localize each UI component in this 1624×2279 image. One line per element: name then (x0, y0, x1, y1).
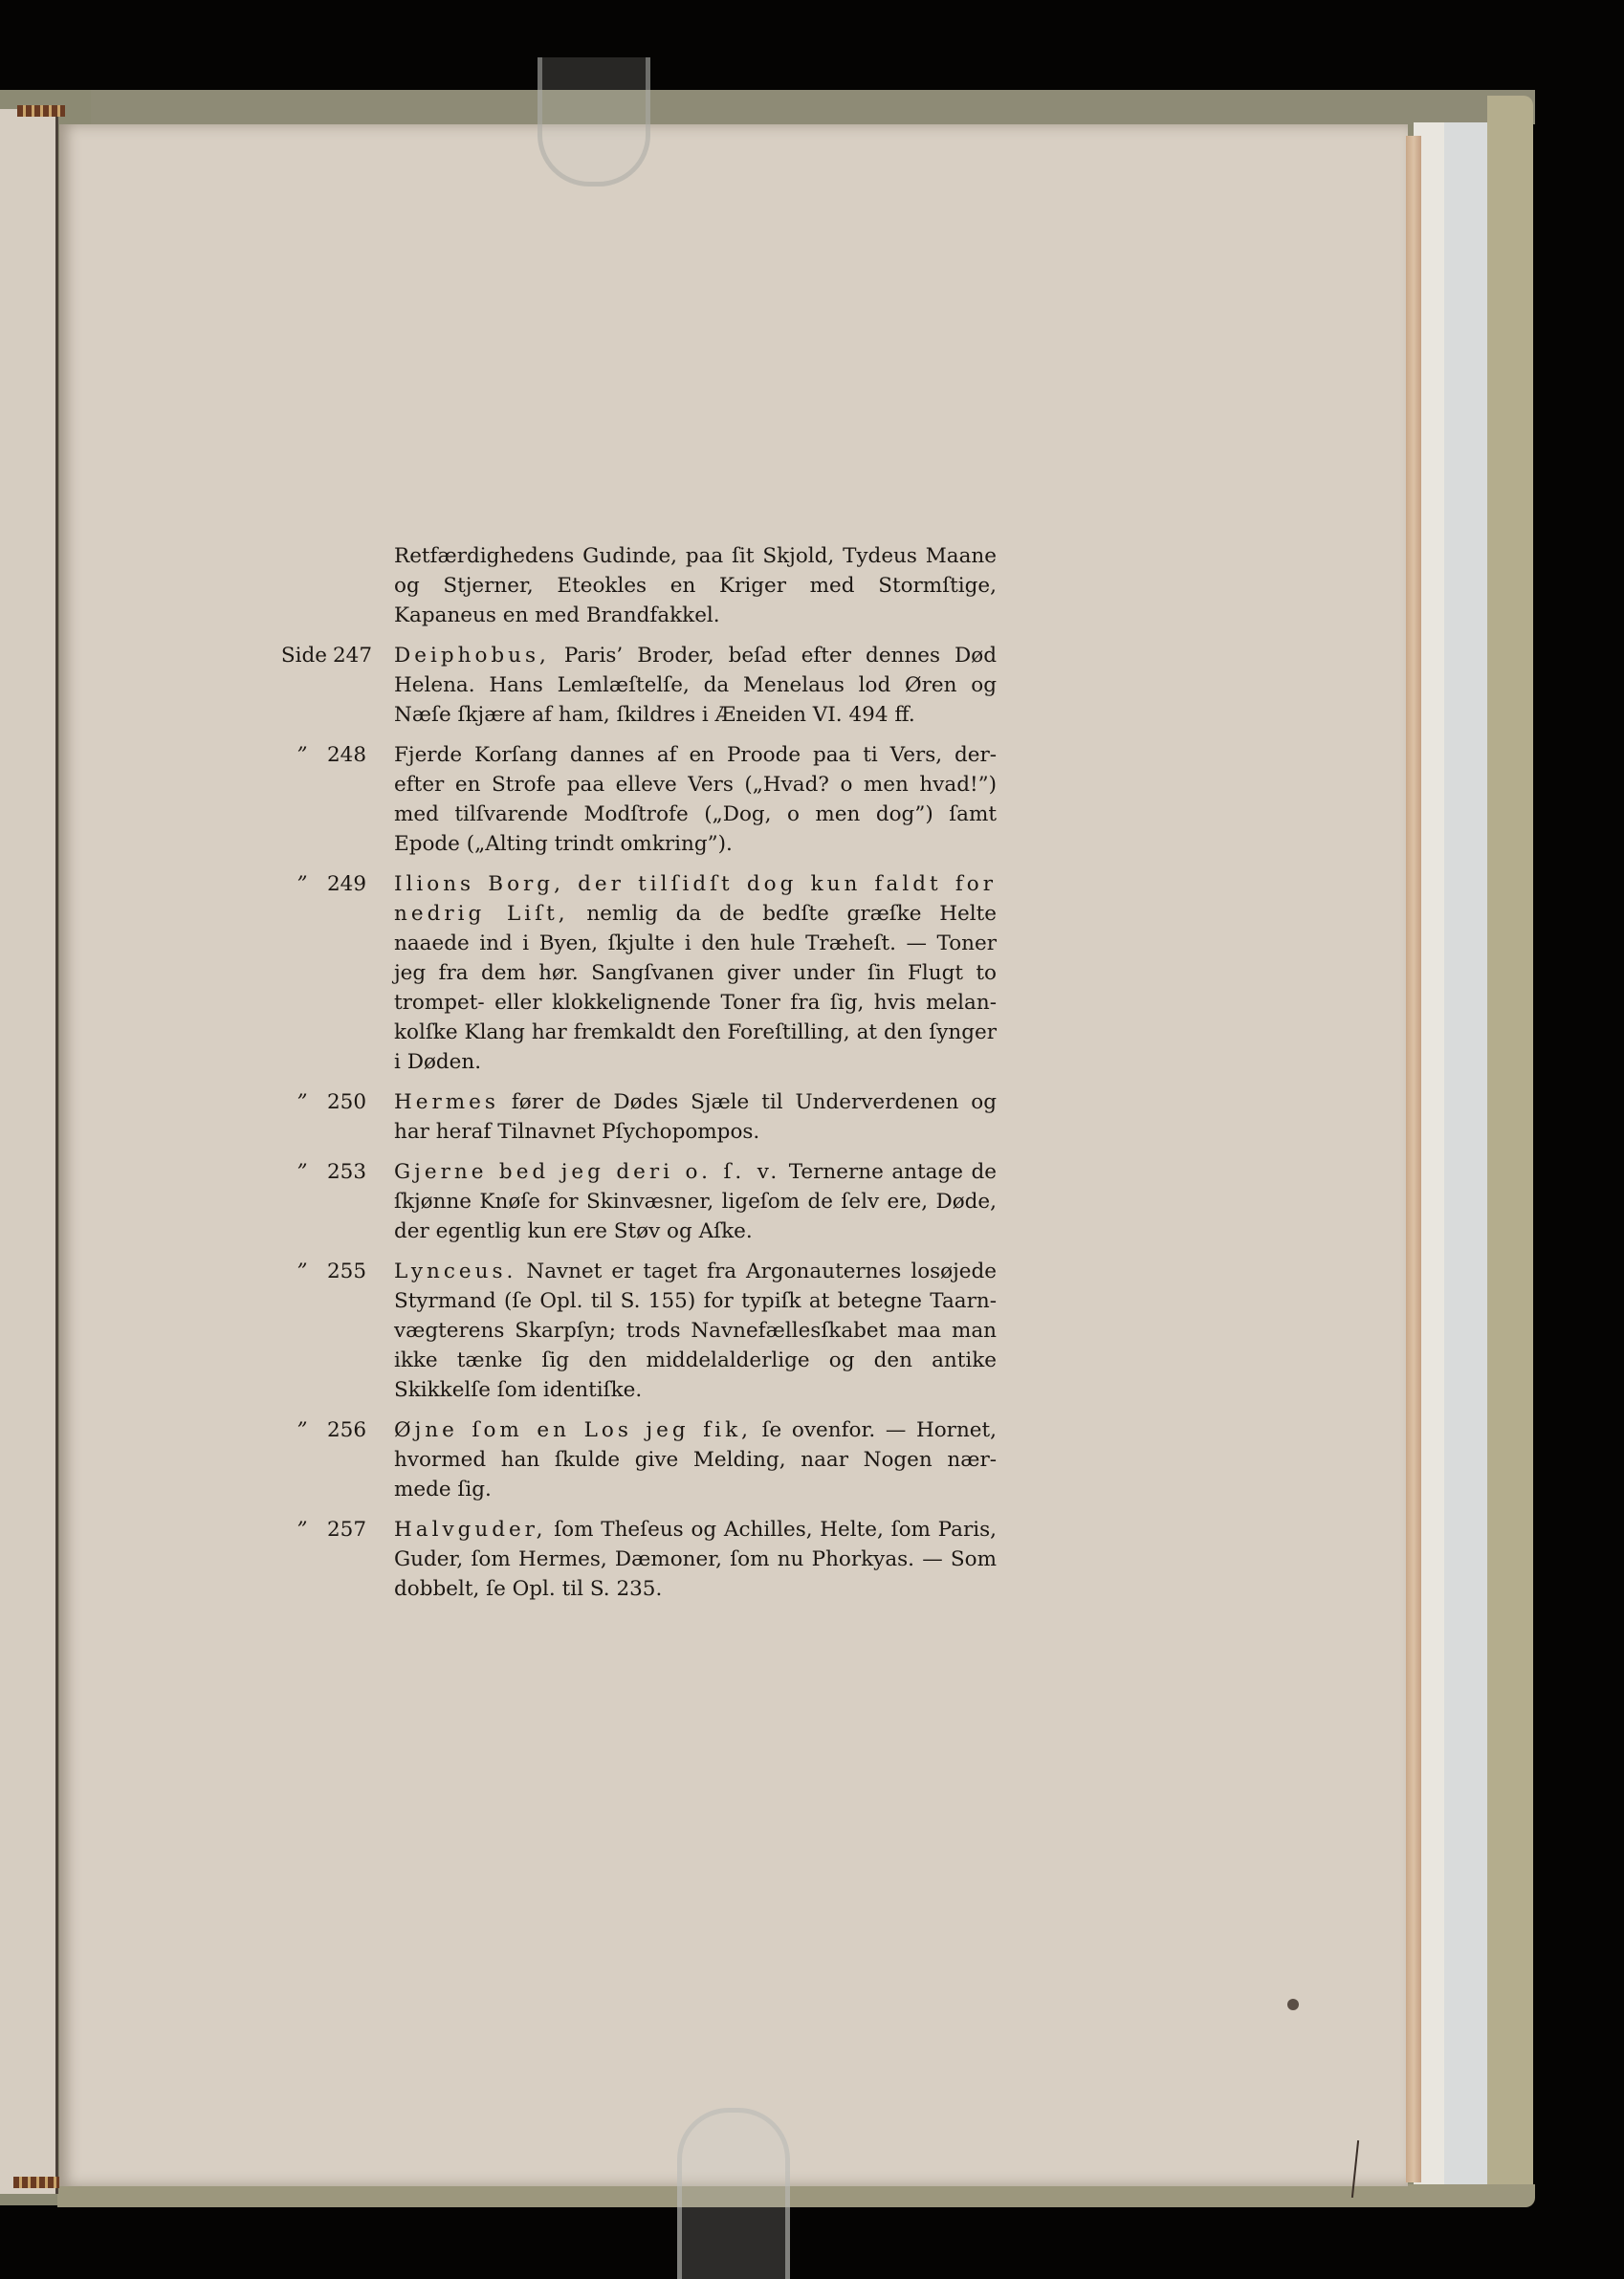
note-body (394, 641, 997, 730)
cover-right-edge (1487, 96, 1533, 2207)
note-body (394, 1415, 997, 1504)
ink-spot (1287, 1999, 1299, 2010)
page-number: 247 (333, 644, 373, 668)
note-text: Ternerne antage de ſkjønne Knøſe for Skinvæsner, ligeſom de ſelv ere, Døde, der egentlig kun ere Støv og Aſke. (394, 1160, 997, 1243)
note-text: nemlig da de bedſte græſke Helte naaede ind i Byen, ſkjulte i den hule Træheſt. — Toner jeg fra dem hør. Sangſvanen giver under ſin Flugt to trompet‑ eller klokkelignende Toner fra ſig, hvis melan‑ kolſke Klang har fremkaldt den Foreſtilling, at den ſynger i Døden. (394, 902, 997, 1074)
note-lemma: Hermes (394, 1090, 499, 1114)
ditto-mark: ” (296, 1160, 308, 1184)
ditto-mark: ” (296, 1518, 308, 1542)
page-number: 255 (327, 1260, 367, 1283)
page-reference (277, 641, 394, 730)
spine-top-edge (91, 90, 1535, 124)
notes-text (277, 541, 997, 1604)
continued-note: Retfærdighedens Gudinde, paa ſit Skjold, Tydeus Maane og Stjerner, Eteokles en Kriger med Stormſtige, Kapaneus en med Brandfakkel. (394, 544, 997, 627)
note-lemma: Ilions Borg, der tilſidſt dog kun faldt for nedrig Liſt, (394, 872, 997, 926)
ditto-mark: ” (296, 743, 308, 767)
note-entry (277, 1087, 997, 1147)
page-reference (277, 1257, 394, 1405)
page-number: 253 (327, 1160, 367, 1184)
page-reference (277, 1515, 394, 1604)
note-body (394, 1257, 997, 1405)
note-lemma: Øjne ſom en Los jeg fik, (394, 1418, 752, 1442)
page-block-edge (1406, 136, 1421, 2182)
note-entry (277, 1157, 997, 1246)
note-lemma: Gjerne bed jeg deri o. ſ. v. (394, 1160, 781, 1184)
side-label: Side (280, 644, 327, 668)
headband-top (17, 105, 65, 117)
note-text: Paris’ Broder, beſad efter dennes Død Helena. Hans Lemlæſtelſe, da Menelaus lod Øren og Næſe ſkjære af ham, ſkildres i Æneiden VI. 494 ff. (394, 644, 997, 727)
note-lemma: Halvguder, (394, 1518, 547, 1542)
ditto-mark: ” (296, 1260, 308, 1283)
page-reference (277, 869, 394, 1077)
note-entry (277, 869, 997, 1077)
note-body (394, 1087, 997, 1147)
note-entry (277, 1257, 997, 1405)
cover-bottom-edge (57, 2184, 1535, 2207)
note-body (394, 1157, 997, 1246)
page-reference (277, 1087, 394, 1147)
page-number: 257 (327, 1518, 367, 1542)
note-lemma: Deiphobus, (394, 644, 550, 668)
ditto-mark: ” (296, 1418, 308, 1442)
note-text: ſe ovenfor. — Hornet, hvormed han ſkulde give Melding, naar Nogen nær‑ mede ſig. (394, 1418, 997, 1501)
page-number: 256 (327, 1418, 367, 1442)
page-number: 250 (327, 1090, 367, 1114)
note-entry (277, 1515, 997, 1604)
note-body (394, 869, 997, 1077)
left-page (0, 109, 58, 2194)
ditto-mark: ” (296, 1090, 308, 1114)
note-text: fører de Dødes Sjæle til Underverdenen og har heraf Tilnavnet Pſychopompos. (394, 1090, 997, 1144)
page-number: 248 (327, 743, 367, 767)
note-text: ſom Theſeus og Achilles, Helte, ſom Paris, Guder, ſom Hermes, Dæmoner, ſom nu Phorkyas. — Som dobbelt, ſe Opl. til S. 235. (394, 1518, 997, 1601)
ditto-mark: ” (296, 872, 308, 896)
page-reference (277, 1157, 394, 1246)
page-reference (277, 740, 394, 859)
note-text: Navnet er taget fra Argonauternes losøjede Styrmand (ſe Opl. til S. 155) for typiſk at betegne Taarn‑ vægterens Skarpſyn; trods Navnefællesſkabet maa man ikke tænke ſig den middelalderlige og den antike Skikkelſe ſom identiſke. (394, 1260, 997, 1402)
page-reference (277, 1415, 394, 1504)
note-entry (277, 740, 997, 859)
page-clip-top (538, 57, 650, 186)
note-body (394, 740, 997, 859)
note-text: Fjerde Korſang dannes af en Proode paa ti Vers, der‑ efter en Strofe paa elleve Vers („Hvad? o men hvad!”) med tilſvarende Modſtrofe („Dog, o men dog”) ſamt Epode („Alting trindt omkring”). (394, 743, 997, 856)
endpaper-edge-shadow (1444, 122, 1487, 2184)
note-entry (277, 1415, 997, 1504)
note-lemma: Lynceus. (394, 1260, 517, 1283)
page-number: 249 (327, 872, 367, 896)
note-entry (277, 641, 997, 730)
note-body (394, 1515, 997, 1604)
page-clip-bottom (677, 2108, 790, 2279)
headband-bottom (13, 2177, 59, 2188)
